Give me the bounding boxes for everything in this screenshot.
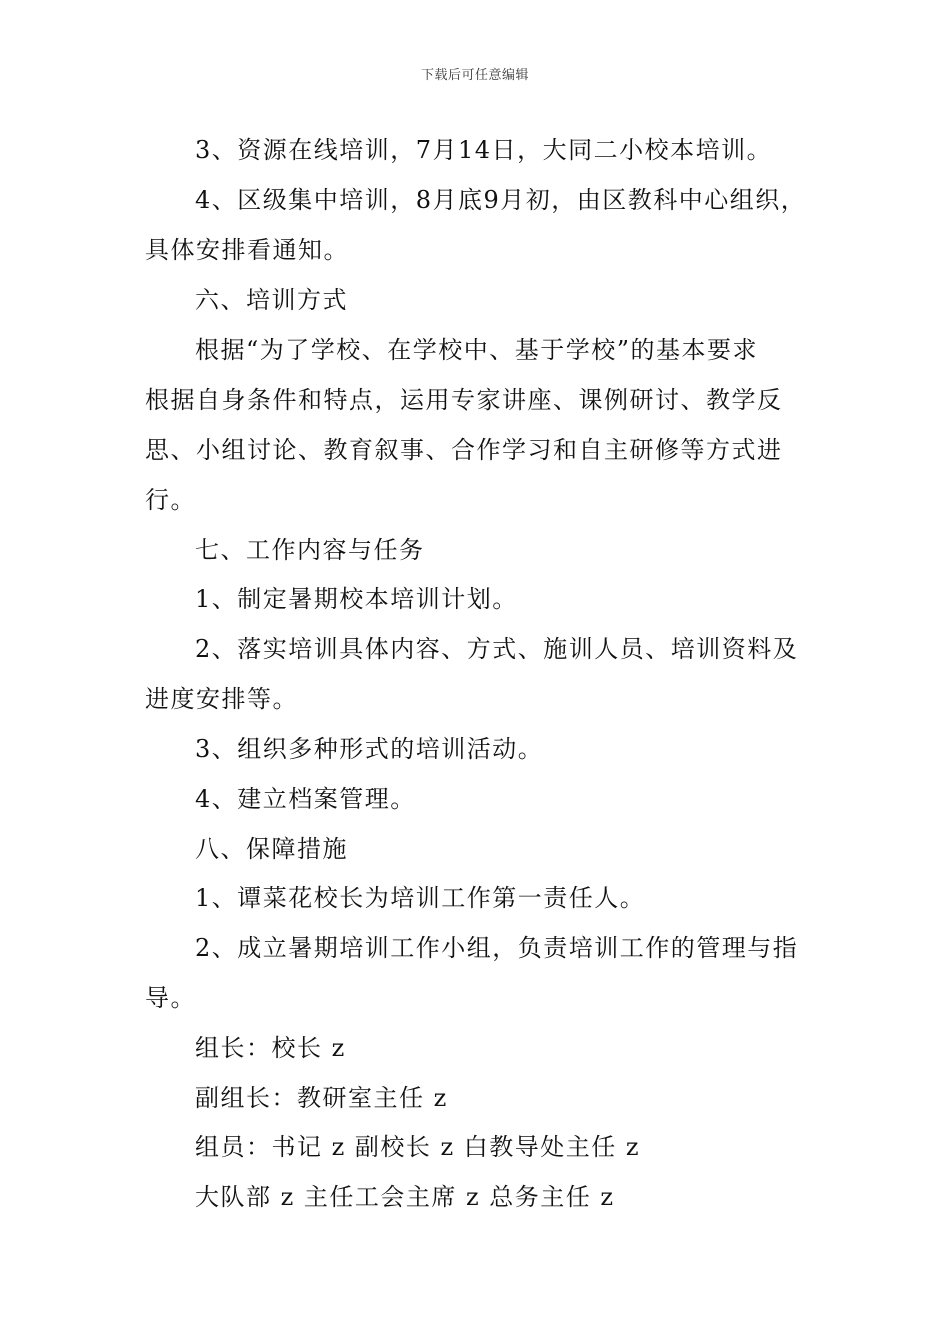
section-heading: 六、培训方式 <box>195 286 348 314</box>
section-heading: 七、工作内容与任务 <box>195 536 425 564</box>
text-line: 4、区级集中培训，8月底9月初，由区教科中心组织， <box>195 186 807 214</box>
text-line: 2、落实培训具体内容、方式、施训人员、培训资料及 <box>195 635 799 663</box>
text-line: 副组长：教研室主任 z <box>195 1084 448 1112</box>
text-line: 导。 <box>145 984 196 1012</box>
text-line: 1、制定暑期校本培训计划。 <box>195 585 518 613</box>
text-line: 具体安排看通知。 <box>145 236 349 264</box>
text-line: 3、资源在线培训，7月14日，大同二小校本培训。 <box>195 136 773 164</box>
text-line: 4、建立档案管理。 <box>195 785 416 813</box>
text-line: 根据自身条件和特点，运用专家讲座、课例研讨、教学反 <box>145 386 783 414</box>
text-line: 3、组织多种形式的培训活动。 <box>195 735 544 763</box>
page-header: 下载后可任意编辑 <box>420 68 529 83</box>
text-line: 大队部 z 主任工会主席 z 总务主任 z <box>195 1183 615 1211</box>
text-line: 进度安排等。 <box>145 685 298 713</box>
text-line: 组员：书记 z 副校长 z 白教导处主任 z <box>195 1133 641 1161</box>
text-line: 行。 <box>145 486 196 514</box>
text-line: 思、小组讨论、教育叙事、合作学习和自主研修等方式进 <box>145 436 783 464</box>
section-heading: 八、保障措施 <box>195 835 348 863</box>
text-line: 2、成立暑期培训工作小组，负责培训工作的管理与指 <box>195 934 799 962</box>
text-line: 组长：校长 z <box>195 1034 346 1062</box>
text-line: 1、谭菜花校长为培训工作第一责任人。 <box>195 884 646 912</box>
text-line: 根据“为了学校、在学校中、基于学校”的基本要求 <box>195 336 759 364</box>
